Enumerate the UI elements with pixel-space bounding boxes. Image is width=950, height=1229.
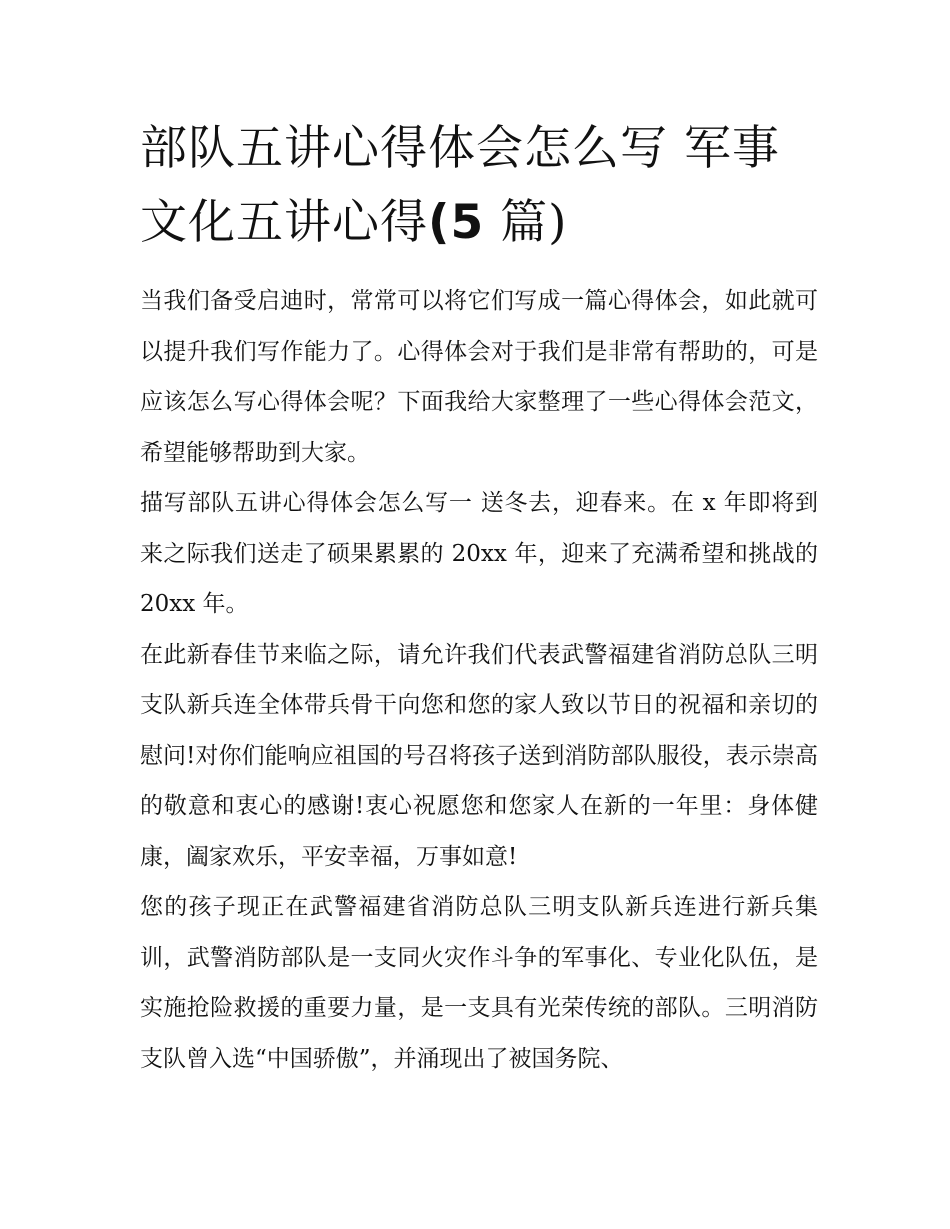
- title-count: (5: [428, 195, 485, 250]
- title-text: 部队五讲心得体会怎么写 军事文化五讲心得: [140, 121, 780, 250]
- title-suffix: 篇): [484, 195, 568, 250]
- document-title: [140, 112, 820, 260]
- document-body: [140, 276, 818, 1084]
- greeting-paragraph: 在此新春佳节来临之际，请允许我们代表武警福建省消防总队三明支队新兵连全体带兵骨干向您和您的家人致以节日的祝福和亲切的慰问!对你们能响应祖国的号召将孩子送到消防部队服役，表示崇高的敬意和衷心的感谢!衷心祝愿您和您家人在新的一年里：身体健康，阖家欢乐，平安幸福，万事如意!: [140, 641, 818, 870]
- training-paragraph: 您的孩子现正在武警福建省消防总队三明支队新兵连进行新兵集训，武警消防部队是一支同火灾作斗争的军事化、专业化队伍，是实施抢险救援的重要力量，是一支具有光荣传统的部队。三明消防支队曾入选“中国骄傲”，并涌现出了被国务院、: [140, 894, 818, 1072]
- section-one-paragraph: 描写部队五讲心得体会怎么写一 送冬去，迎春来。在 x 年即将到来之际我们送走了硕果累累的 20xx 年，迎来了充满希望和挑战的 20xx 年。: [140, 490, 818, 617]
- intro-paragraph: 当我们备受启迪时，常常可以将它们写成一篇心得体会，如此就可以提升我们写作能力了。心得体会对于我们是非常有帮助的，可是应该怎么写心得体会呢？下面我给大家整理了一些心得体会范文，希望能够帮助到大家。: [140, 288, 818, 466]
